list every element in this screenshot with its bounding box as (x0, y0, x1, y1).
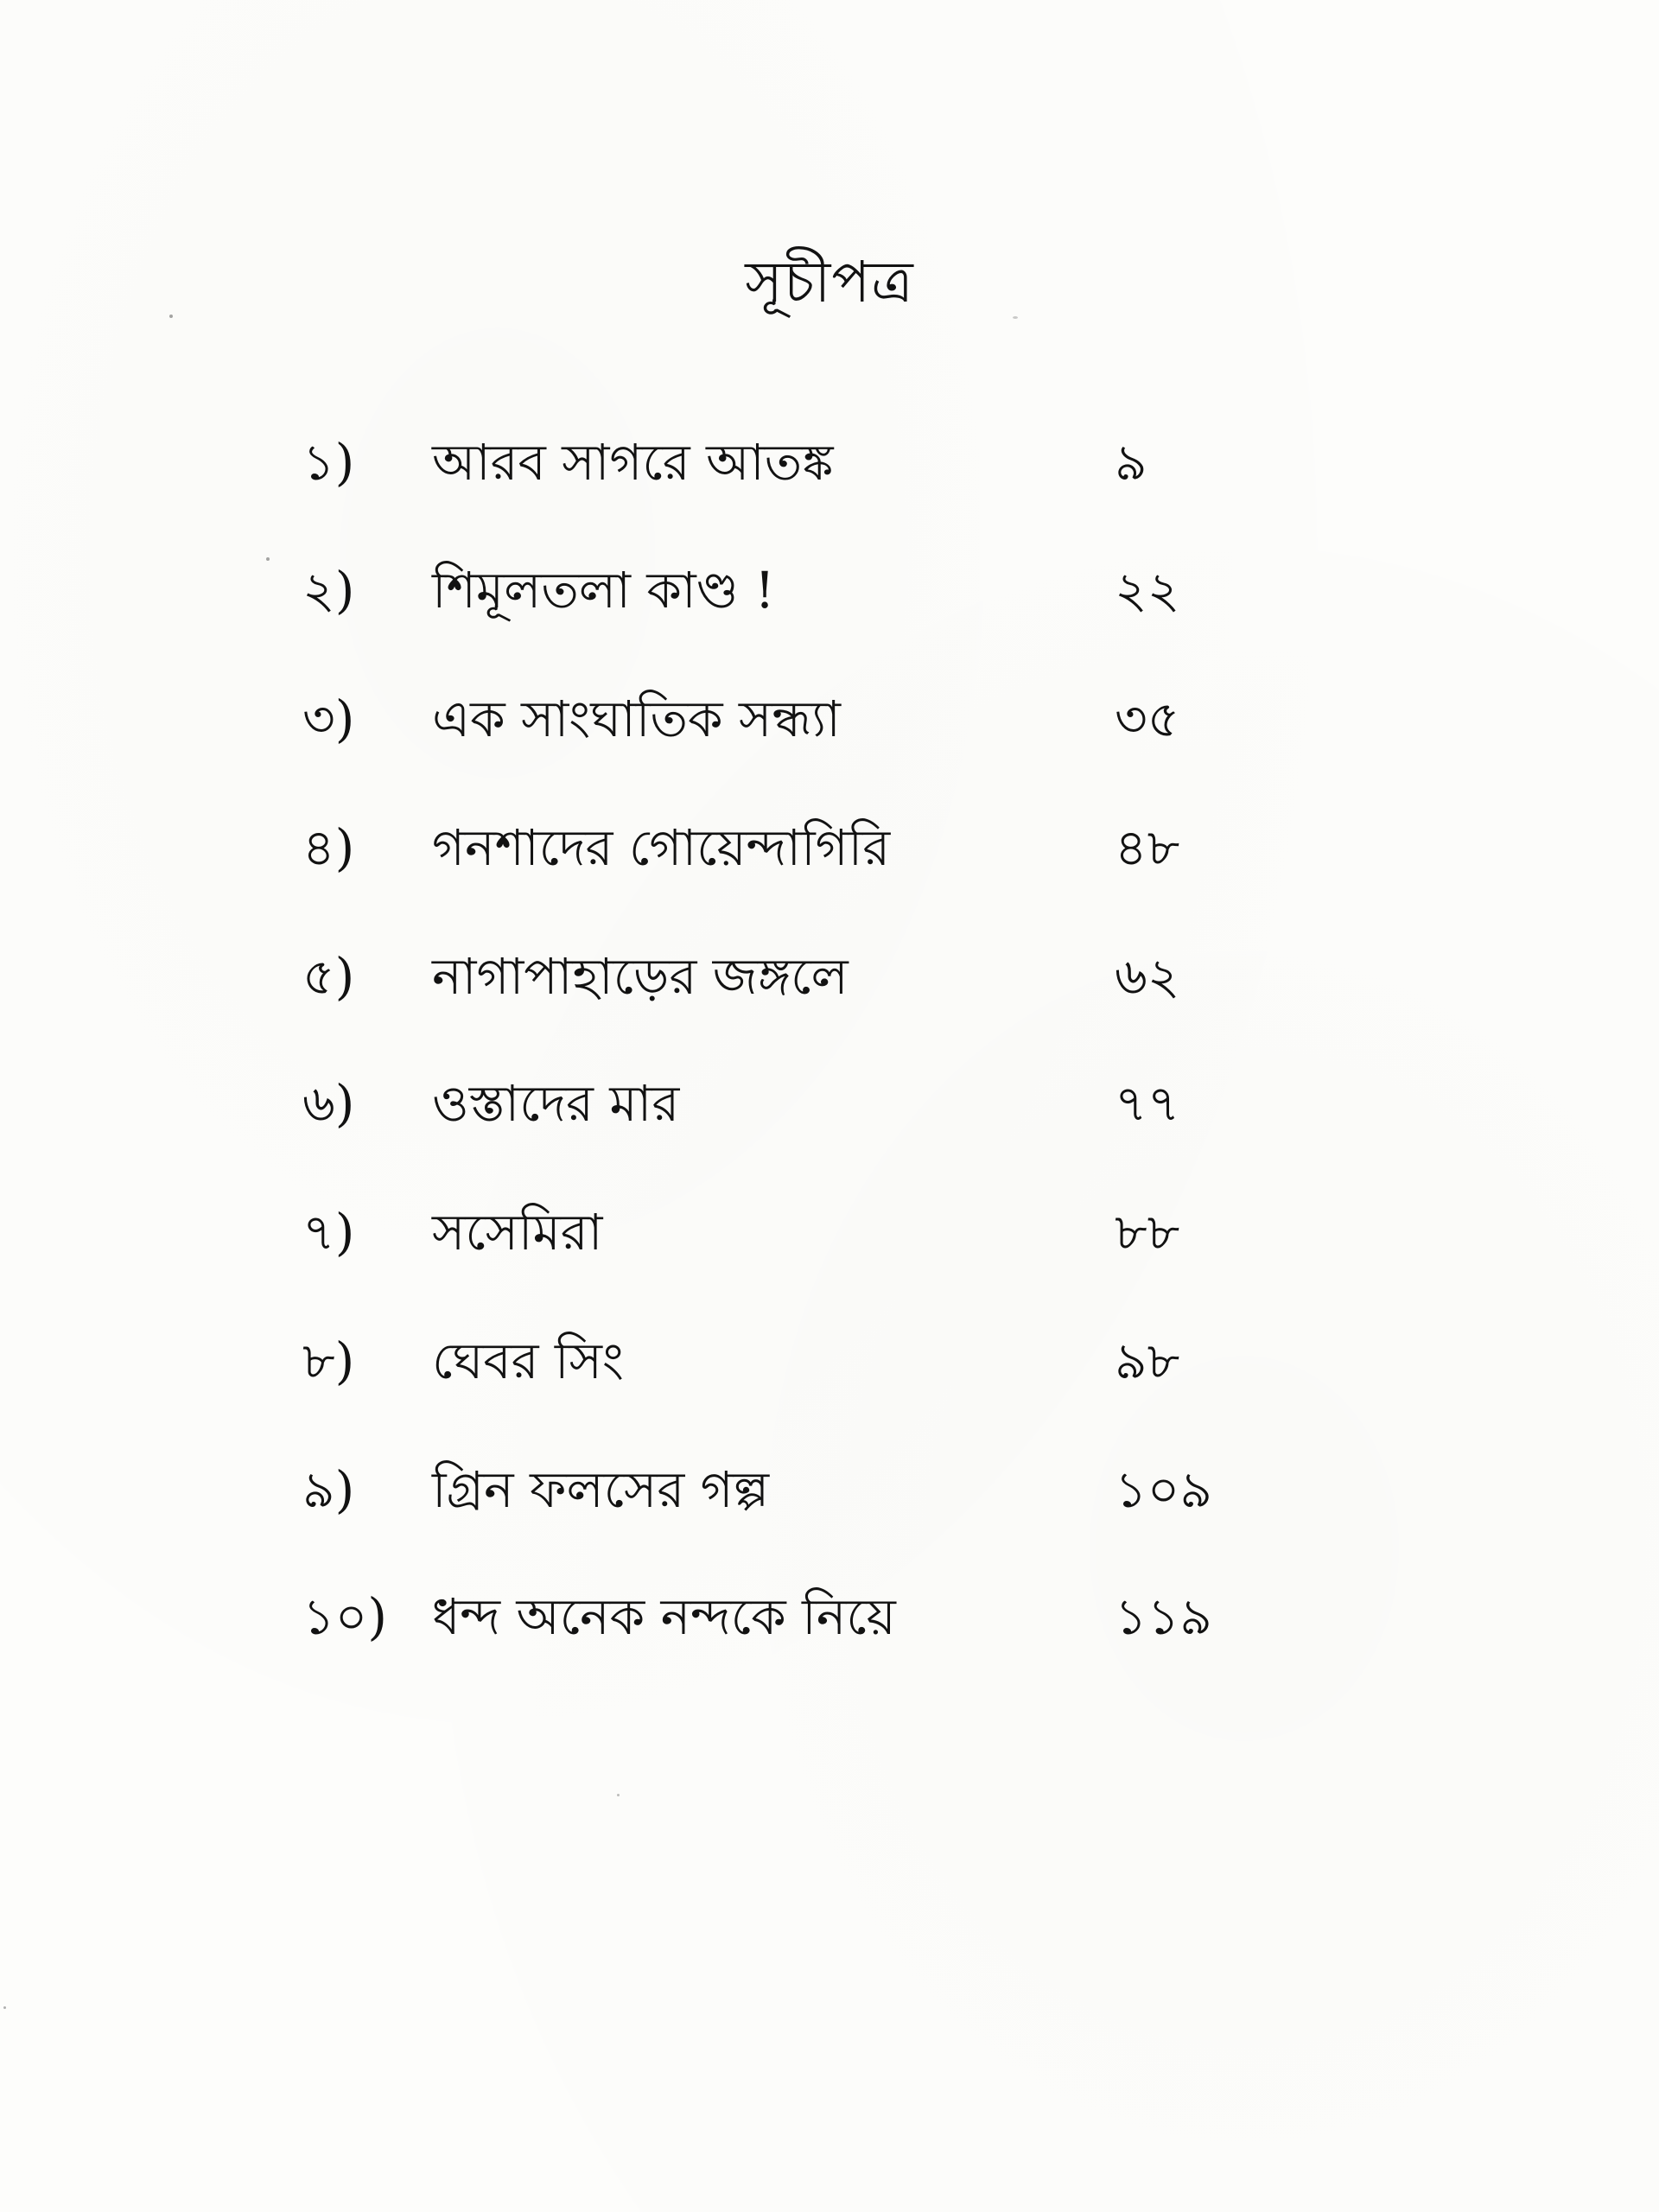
toc-entry (0, 415, 1659, 510)
entry-title: শিমূলতলা কাণ্ড ! (432, 561, 775, 620)
entry-number: ৪) (302, 818, 355, 877)
entry-title: নাগাপাহাড়ের জঙ্গলে (432, 947, 849, 1006)
entry-page-number: ২২ (1115, 561, 1180, 620)
entry-title: আরব সাগরে আতঙ্ক (432, 433, 834, 492)
page-title: সূচীপত্র (745, 249, 914, 315)
toc-entry (0, 1056, 1659, 1151)
entry-number: ৩) (302, 690, 355, 748)
entry-page-number: ৩৫ (1115, 690, 1180, 748)
toc-entry (0, 1185, 1659, 1280)
entry-number: ৯) (302, 1460, 355, 1519)
entry-title: ঘেবর সিং (432, 1332, 624, 1390)
entry-number: ৭) (302, 1203, 355, 1262)
toc-entry (0, 671, 1659, 766)
scan-speck (1013, 316, 1018, 319)
scan-speck (3, 2006, 6, 2009)
entry-number: ৬) (302, 1074, 355, 1133)
entry-title: ওস্তাদের মার (432, 1074, 680, 1133)
entry-title: ধন্দ অনেক নন্দকে নিয়ে (432, 1587, 896, 1646)
toc-entry (0, 929, 1659, 1024)
entry-number: ৮) (302, 1332, 355, 1390)
entry-page-number: ৯৮ (1115, 1332, 1180, 1390)
entry-page-number: ৬২ (1115, 947, 1180, 1006)
entry-title: এক সাংঘাতিক সন্ধ্যা (432, 690, 841, 748)
entry-title: গনশাদের গোয়েন্দাগিরি (432, 818, 891, 877)
toc-entry (0, 800, 1659, 895)
entry-page-number: ৭৭ (1115, 1074, 1180, 1133)
entry-number: ১) (302, 433, 355, 492)
entry-page-number: ৯ (1115, 433, 1147, 492)
toc-entry (0, 1442, 1659, 1537)
entry-page-number: ৮৮ (1115, 1203, 1180, 1262)
toc-entry (0, 543, 1659, 638)
entry-page-number: ১০৯ (1115, 1460, 1212, 1519)
entry-page-number: ১১৯ (1115, 1587, 1212, 1646)
entry-number: ২) (302, 561, 355, 620)
scan-speck (169, 315, 173, 318)
entry-title: সসেমিরা (432, 1203, 603, 1262)
scan-speck (266, 557, 270, 561)
toc-entry (0, 1569, 1659, 1664)
entry-number: ৫) (302, 947, 355, 1006)
toc-entry (0, 1313, 1659, 1408)
entry-title: গ্রিন ফলসের গল্প (432, 1460, 770, 1519)
scan-speck (617, 1794, 620, 1796)
entry-page-number: ৪৮ (1115, 818, 1180, 877)
entry-number: ১০) (302, 1587, 387, 1646)
